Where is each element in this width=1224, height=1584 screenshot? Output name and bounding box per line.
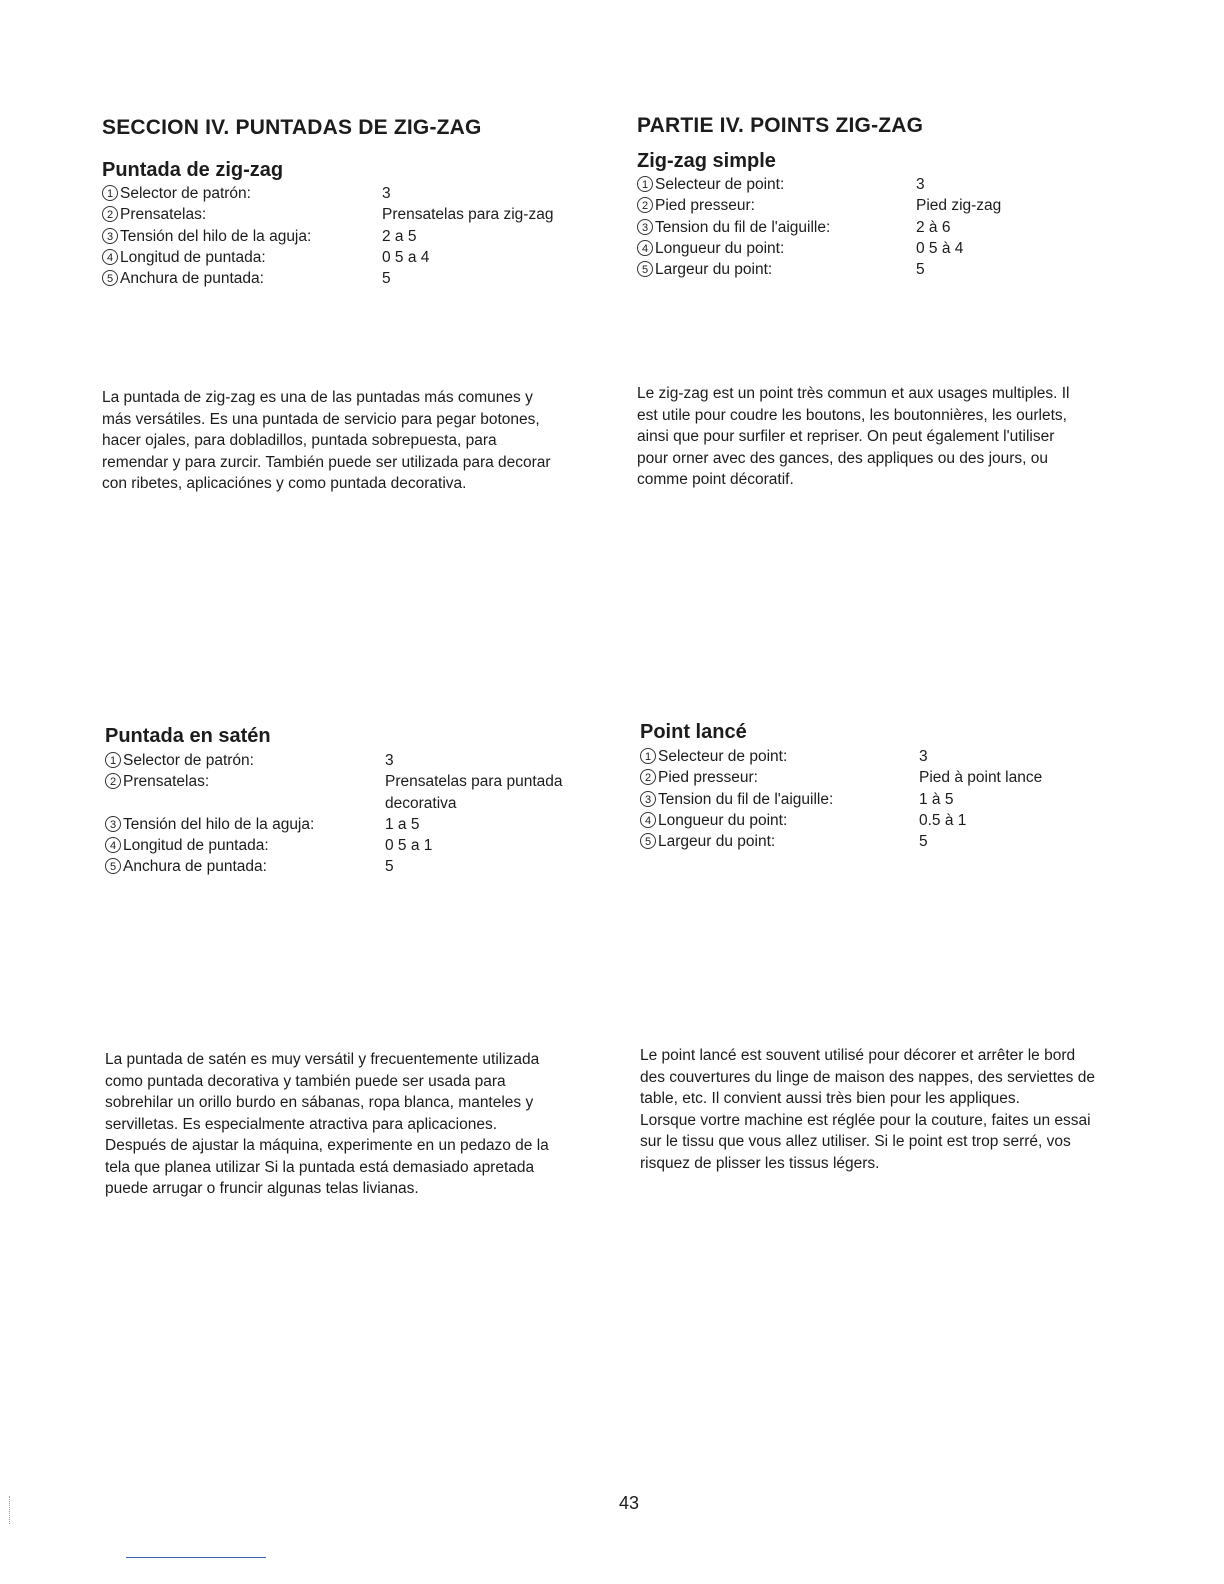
spec-label: Longueur du point: [658,811,788,829]
left-satin-description [105,1049,549,1200]
left-zigzag-title: Puntada de zig-zag [102,159,284,181]
left-zigzag-specs [102,183,554,289]
spec-label: Selecteur de point: [655,176,785,193]
spec-row [105,750,394,771]
spec-value: 0 5 à 4 [916,239,964,257]
spec-value: 5 [916,261,925,279]
spec-label: Largeur du point: [658,833,776,851]
spec-row [640,810,967,831]
spec-label: Anchura de puntada: [120,270,264,288]
spec-row [640,746,928,767]
paragraph-line: comme point décoratif. [637,471,794,488]
paragraph-line: La puntada de satén es muy versátil y frecuentemente utilizada [105,1051,540,1068]
spec-value: 3 [385,752,394,769]
circled-number: 3 [637,219,653,235]
spec-label: Longueur du point: [655,239,785,257]
right-satin-title: Point lancé [640,721,747,743]
spec-value: 0.5 à 1 [919,811,967,829]
circled-number: 2 [637,197,653,213]
paragraph-line: risquez de plisser les tissus légers. [640,1154,880,1172]
margin-mark [9,1496,10,1524]
right-zigzag-specs [637,174,1002,280]
circled-number: 1 [105,752,121,768]
right-satin-specs [640,746,1043,852]
spec-row [637,174,925,195]
spec-label: Largeur du point: [655,261,773,279]
spec-label: Tension du fil de l'aiguille: [658,790,834,808]
spec-value: 3 [916,176,925,193]
circled-number: 5 [640,833,656,849]
spec-label: Tensión del hilo de la aguja: [120,227,312,245]
spec-value: 5 [385,858,394,876]
spec-label: Selector de patrón: [120,185,251,202]
page-number: 43 [619,1493,640,1513]
right-section-title: PARTIE IV. POINTS ZIG-ZAG [637,114,924,137]
footer-rule [126,1557,266,1558]
spec-value: 1 a 5 [385,815,420,833]
spec-value: 5 [382,270,391,288]
spec-label: Tensión del hilo de la aguja: [123,815,315,833]
spec-label: Pied presseur: [658,769,758,787]
paragraph-line: pour orner avec des gances, des appliques ou des jours, ou [637,449,1049,467]
spec-value: 3 [919,748,928,765]
spec-row [637,238,964,259]
paragraph-line: des couvertures du linge de maison des nappes, des serviettes de [640,1068,1095,1086]
circled-number: 4 [102,249,118,265]
paragraph-line: Le point lancé est souvent utilisé pour décorer et arrêter le bord [640,1047,1076,1064]
circled-number: 2 [105,773,121,789]
spec-row [640,789,954,810]
paragraph-line: ainsi que pour surfiler et repriser. On peut également l'utiliser [637,428,1055,445]
circled-number: 4 [640,812,656,828]
spec-row [105,835,433,856]
spec-row [102,183,391,204]
circled-number: 3 [640,791,656,807]
left-zigzag-description [102,387,551,495]
spec-row [102,226,417,247]
spec-label: Pied presseur: [655,197,755,215]
paragraph-line: sur le tissu que vous allez utiliser. Si le point est trop serré, vos [640,1133,1071,1150]
paragraph-line: servilletas. Es especialmente atractiva para aplicaciones. [105,1115,497,1133]
paragraph-line: hacer ojales, para dobladillos, puntada sobrepuesta, para [102,432,497,449]
circled-number: 2 [102,206,118,222]
spec-value: Pied zig-zag [916,197,1002,215]
spec-label: Tension du fil de l'aiguille: [655,218,831,236]
paragraph-line: puede arrugar o fruncir algunas telas livianas. [105,1180,419,1197]
right-satin-description [640,1045,1095,1174]
paragraph-line: tela que planea utilizar Si la puntada está demasiado apretada [105,1158,535,1176]
paragraph-line: Le zig-zag est un point très commun et aux usages multiples. Il [637,385,1070,402]
spec-value: 0 5 a 1 [385,837,433,855]
circled-number: 3 [105,816,121,832]
spec-label: Prensatelas: [123,773,210,791]
paragraph-line: La puntada de zig-zag es una de las puntadas más comunes y [102,389,533,406]
spec-row [637,217,951,238]
spec-row [105,771,563,792]
spec-value: 3 [382,185,391,202]
paragraph-line: sobrehilar un orillo burdo en sábanas, ropa blanca, manteles y [105,1094,534,1111]
spec-value: Pied à point lance [919,769,1043,787]
paragraph-line: remendar y para zurcir. También puede ser utilizada para decorar [102,453,551,471]
spec-row-continuation [105,793,457,814]
spec-value-continuation: decorativa [385,794,457,812]
paragraph-line: como puntada decorativa y también puede ser usada para [105,1072,506,1090]
left-satin-title: Puntada en satén [105,725,271,747]
left-satin-specs [105,750,563,878]
circled-number: 4 [637,240,653,256]
circled-number: 5 [105,858,121,874]
paragraph-line: con ribetes, aplicaciónes y como puntada decorativa. [102,475,467,492]
circled-number: 3 [102,228,118,244]
spec-label: Prensatelas: [120,206,207,224]
circled-number: 4 [105,837,121,853]
spec-row [637,259,925,280]
paragraph-line: table, etc. Il convient aussi très bien pour les appliques. [640,1090,1020,1107]
paragraph-line: Después de ajustar la máquina, experimente en un pedazo de la [105,1137,549,1154]
right-zigzag-title: Zig-zag simple [637,150,776,172]
spec-row [640,767,1043,788]
spec-row [105,856,394,877]
spec-value: Prensatelas para puntada [385,773,563,791]
spec-label: Selecteur de point: [658,748,788,765]
circled-number: 1 [640,748,656,764]
paragraph-line: est utile pour coudre les boutons, les boutonnières, les ourlets, [637,406,1067,424]
spec-label: Anchura de puntada: [123,858,267,876]
spec-value: 2 à 6 [916,218,951,236]
circled-number: 1 [637,176,653,192]
spec-value: 2 a 5 [382,227,417,245]
spec-row [640,831,928,852]
spec-row [102,247,430,268]
spec-value: 5 [919,833,928,851]
spec-row [102,204,554,225]
spec-label: Selector de patrón: [123,752,254,769]
spec-row [637,195,1002,216]
circled-number: 1 [102,185,118,201]
circled-number: 5 [637,261,653,277]
spec-row [105,814,420,835]
spec-value: 1 à 5 [919,790,954,808]
right-zigzag-description [637,383,1070,491]
spec-label: Longitud de puntada: [120,248,266,266]
spec-label: Longitud de puntada: [123,837,269,855]
spec-value: Prensatelas para zig-zag [382,206,554,224]
paragraph-line: Lorsque vortre machine est réglée pour la couture, faites un essai [640,1111,1091,1129]
paragraph-line: más versátiles. Es una puntada de servicio para pegar botones, [102,410,540,428]
left-section-title: SECCION IV. PUNTADAS DE ZIG-ZAG [102,116,482,139]
spec-value: 0 5 a 4 [382,248,430,266]
circled-number: 5 [102,270,118,286]
spec-row [102,268,391,289]
circled-number: 2 [640,769,656,785]
